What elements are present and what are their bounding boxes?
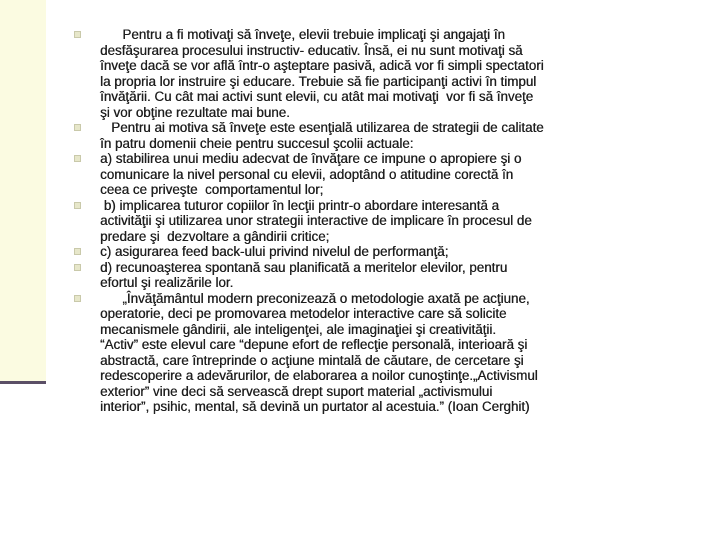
square-bullet-icon — [74, 264, 81, 271]
paragraph-line: c) asigurarea feed back-ului privind nivelul de performanţă; — [100, 244, 449, 259]
paragraph-line: “Activ” este elevul care “depune efort de reflecţie personală, interioară şi — [100, 337, 528, 352]
left-decorative-rule — [0, 381, 46, 384]
slide-body — [74, 27, 674, 415]
paragraph-line: predare şi dezvoltare a gândirii critice; — [100, 228, 330, 244]
paragraph-line: în patru domenii cheie pentru succesul şcolii actuale: — [100, 135, 414, 151]
paragraph-line: înveţe dacă se vor află într-o aşteptare pasivă, adică vor fi simpli spectatori — [100, 58, 544, 73]
square-bullet-icon — [74, 295, 81, 302]
bullet-paragraph-quote — [74, 291, 674, 415]
paragraph-line: comunicare la nivel personal cu elevii, adoptând o atitudine corectă în — [100, 166, 514, 182]
square-bullet-icon — [74, 248, 81, 255]
paragraph-line: învăţării. Cu cât mai activi sunt elevii, cu atât mai motivaţi vor fi să înveţe — [100, 89, 534, 104]
bullet-paragraph-point-d — [74, 260, 674, 291]
bullet-paragraph-strategies — [74, 120, 674, 151]
paragraph-line: abstractă, care întreprinde o acţiune mintală de căutare, de cercetare şi — [100, 352, 524, 368]
bullet-paragraph-point-b — [74, 198, 674, 245]
square-bullet-icon — [74, 155, 81, 162]
paragraph-line: a) stabilirea unui mediu adecvat de învăţare ce impune o apropiere şi o — [100, 151, 522, 166]
paragraph-line: efortul şi realizările lor. — [100, 275, 234, 290]
paragraph-line: Pentru a fi motivaţi să înveţe, elevii trebuie implicaţi şi angajaţi în — [100, 27, 505, 42]
left-decorative-band — [0, 0, 46, 383]
paragraph-line: exterior” vine deci să servească drept suport material „activismului — [100, 383, 493, 399]
square-bullet-icon — [74, 202, 81, 209]
paragraph-line: desfăşurarea procesului instructiv- educativ. Însă, ei nu sunt motivaţi să — [100, 42, 523, 58]
paragraph-line: „Învăţământul modern preconizează o metodologie axată pe acţiune, — [100, 290, 530, 306]
paragraph-line: ceea ce priveşte comportamentul lor; — [100, 182, 324, 197]
paragraph-line: mecanismele gândirii, ale inteligenţei, ale imaginaţiei şi creativităţii. — [100, 321, 496, 337]
paragraph-line: operatorie, deci pe promovarea metodelor interactive care să solicite — [100, 306, 507, 321]
paragraph-line: şi vor obţine rezultate mai bune. — [100, 104, 290, 120]
bullet-paragraph-motivation — [74, 27, 674, 120]
bullet-paragraph-point-a — [74, 151, 674, 198]
square-bullet-icon — [74, 31, 81, 38]
paragraph-line: la propria lor instruire şi educare. Trebuie să fie participanţi activi în timpul — [100, 73, 537, 89]
paragraph-line: Pentru ai motiva să înveţe este esenţială utilizarea de strategii de calitate — [100, 120, 544, 135]
paragraph-line: redescoperire a adevărurilor, de elaborarea a noilor cunoştinţe.„Activismul — [100, 368, 538, 383]
square-bullet-icon — [74, 124, 81, 131]
paragraph-line: interior”, psihic, mental, să devină un purtator al acestuia.” (Ioan Cerghit) — [100, 399, 530, 414]
paragraph-line: d) recunoaşterea spontană sau planificată a meritelor elevilor, pentru — [100, 259, 508, 275]
paragraph-line: activităţii şi utilizarea unor strategii interactive de implicare în procesul de — [100, 213, 532, 228]
bullet-paragraph-point-c — [74, 244, 674, 260]
paragraph-line: b) implicarea tuturor copiilor în lecţii printr-o abordare interesantă a — [100, 197, 499, 213]
